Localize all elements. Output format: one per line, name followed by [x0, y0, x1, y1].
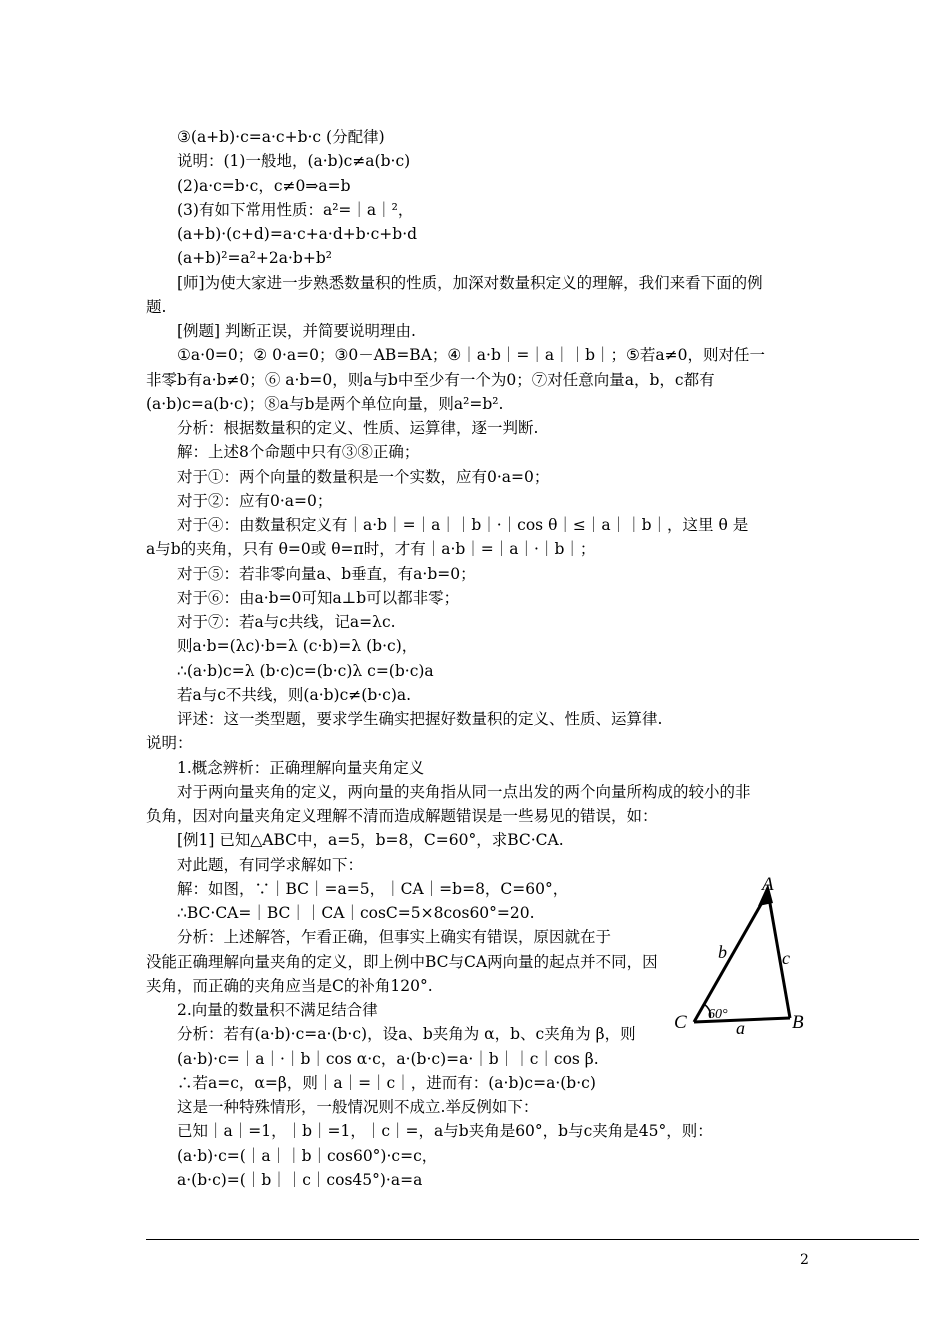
- text-line: (a+b)·(c+d)=a·c+a·d+b·c+b·d: [177, 225, 418, 243]
- text-line: 这是一种特殊情形，一般情况则不成立.举反例如下：: [177, 1098, 539, 1116]
- text-line: 夹角，而正确的夹角应当是C的补角120°.: [146, 976, 433, 995]
- text-line: a与b的夹角，只有 θ=0或 θ=π时，才有｜a·b｜=｜a｜·｜b｜；: [146, 540, 596, 559]
- text-line: 2.向量的数量积不满足结合律: [177, 1001, 378, 1019]
- text-line: 对于⑦：若a与c共线，记a=λc.: [177, 613, 396, 631]
- text-line: (3)有如下常用性质：a²=｜a｜²，: [177, 200, 414, 219]
- triangle-abc-figure: [670, 872, 820, 1037]
- text-line: ③(a+b)·c=a·c+b·c (分配律): [177, 128, 385, 146]
- text-line: (a+b)²=a²+2a·b+b²: [177, 249, 332, 268]
- text-line: (2)a·c=b·c，c≠0⇒a=b: [177, 176, 351, 195]
- text-line: 题.: [146, 297, 167, 316]
- text-line: ∴若a=c，α=β，则｜a｜=｜c｜，进而有：(a·b)c=a·(b·c): [177, 1073, 596, 1092]
- text-line: [例题] 判断正误，并简要说明理由.: [177, 322, 416, 340]
- text-line: 对于两向量夹角的定义，两向量的夹角指从同一点出发的两个向量所构成的较小的非: [177, 782, 751, 801]
- text-line: 对于①：两个向量的数量积是一个实数，应有0·a=0；: [177, 467, 550, 486]
- text-line: 对此题，有同学求解如下：: [177, 855, 364, 874]
- vertex-c-label: C: [674, 1012, 687, 1033]
- text-line: 没能正确理解向量夹角的定义，即上例中BC与CA两向量的起点并不同，因: [146, 952, 658, 971]
- side-b-label: b: [718, 942, 727, 962]
- text-line: [师]为使大家进一步熟悉数量积的性质，加深对数量积定义的理解，我们来看下面的例: [177, 273, 763, 292]
- text-line: 分析：上述解答，乍看正确，但事实上确实有错误，原因就在于: [177, 928, 612, 947]
- text-line: (a·b)c=a(b·c)；⑧a与b是两个单位向量，则a²=b².: [146, 394, 504, 413]
- text-line: 对于⑤：若非零向量a、b垂直，有a·b=0；: [177, 564, 476, 583]
- footer-rule: [146, 1239, 919, 1240]
- vertex-a-label: A: [762, 874, 774, 895]
- side-c-label: c: [782, 948, 790, 968]
- text-line: 说明：(1)一般地，(a·b)c≠a(b·c): [177, 152, 411, 171]
- text-line: 已知｜a｜=1，｜b｜=1，｜c｜=，a与b夹角是60°，b与c夹角是45°，则：: [177, 1122, 713, 1141]
- text-line: 1.概念辨析：正确理解向量夹角定义: [177, 758, 425, 777]
- text-line: (a·b)·c=(｜a｜｜b｜cos60°)·c=c，: [177, 1146, 438, 1165]
- text-line: 分析：若有(a·b)·c=a·(b·c)，设a、b夹角为 α，b、c夹角为 β，则: [177, 1025, 636, 1044]
- text-line: 对于⑥：由a·b=0可知a⊥b可以都非零；: [177, 588, 460, 607]
- text-line: 则a·b=(λc)·b=λ (c·b)=λ (b·c)，: [177, 637, 418, 656]
- text-line: (a·b)·c=｜a｜·｜b｜cos α·c，a·(b·c)=a·｜b｜｜c｜cos β.: [177, 1049, 599, 1068]
- triangle-sides: [694, 892, 790, 1022]
- side-a-label: a: [736, 1018, 745, 1037]
- angle-60-label: 60°: [708, 1007, 728, 1022]
- text-line: 说明：: [146, 734, 193, 753]
- text-line: 非零b有a·b≠0；⑥ a·b=0，则a与b中至少有一个为0；⑦对任意向量a，b，c都有: [146, 370, 715, 389]
- page-number: 2: [800, 1252, 809, 1268]
- text-line: 评述：这一类型题，要求学生确实把握好数量积的定义、性质、运算律.: [177, 710, 663, 728]
- text-line: a·(b·c)=(｜b｜｜c｜cos45°)·a=a: [177, 1170, 423, 1189]
- side-ca-line: [694, 892, 768, 1022]
- vertex-b-label: B: [792, 1012, 804, 1033]
- text-line: ∴BC·CA=｜BC｜｜CA｜cosC=5×8cos60°=20.: [177, 904, 535, 922]
- text-line: 对于②：应有0·a=0；: [177, 491, 333, 510]
- text-line: 解：如图，∵｜BC｜=a=5，｜CA｜=b=8，C=60°，: [177, 879, 569, 898]
- text-line: 若a与c不共线，则(a·b)c≠(b·c)a.: [177, 685, 412, 704]
- text-line: ①a·0=0；② 0·a=0；③0－AB=BA；④｜a·b｜=｜a｜｜b｜；⑤若a≠0，则对任一: [177, 346, 766, 365]
- text-line: 分析：根据数量积的定义、性质、运算律，逐一判断.: [177, 419, 539, 437]
- text-line: 解：上述8个命题中只有③⑧正确；: [177, 443, 420, 462]
- text-line: 负角，因对向量夹角定义理解不清而造成解题错误是一些易见的错误，如：: [146, 807, 658, 825]
- text-line: [例1] 已知△ABC中，a=5，b=8，C=60°，求BC·CA.: [177, 831, 564, 850]
- text-line: ∴(a·b)c=λ (b·c)c=(b·c)λ c=(b·c)a: [177, 661, 434, 680]
- text-line: 对于④：由数量积定义有｜a·b｜=｜a｜｜b｜·｜cos θ｜≤｜a｜｜b｜，这里 θ 是: [177, 516, 749, 534]
